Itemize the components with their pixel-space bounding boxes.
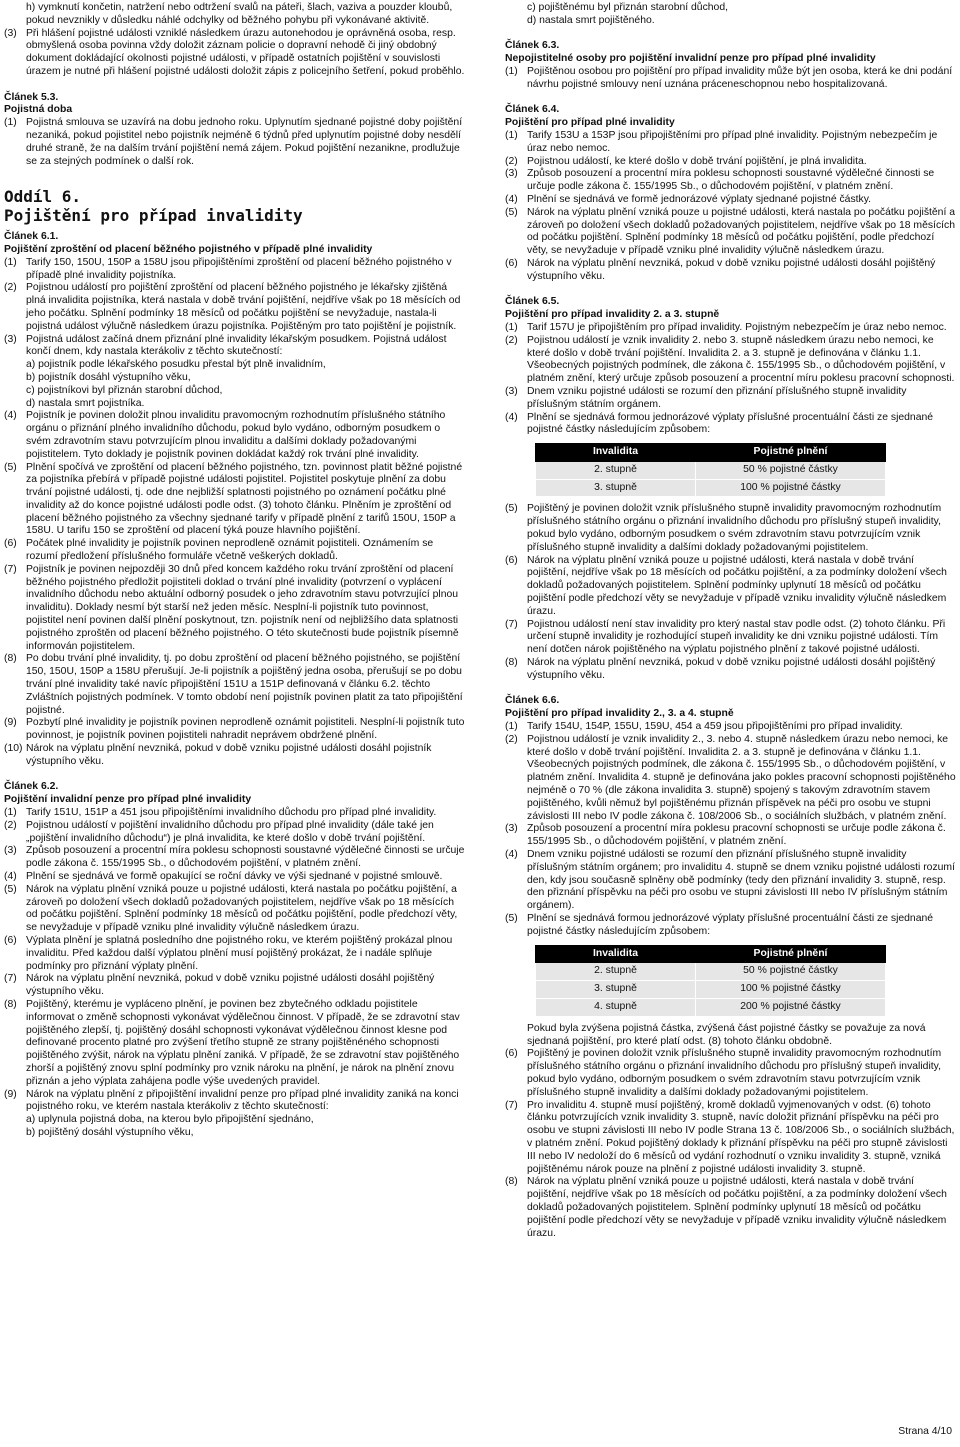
- numbered-paragraph: [505, 207, 957, 258]
- table-cell: 3. stupně: [536, 981, 696, 999]
- paragraph-text: Pojistnou událostí v pojištění invalidního důchodu pro případ plné invalidity (dále také jen „pojištění invalidního důchodu“) je plná invalidita, ke které došlo v době trvání pojištění.: [26, 819, 434, 844]
- paragraph-text: Plnění se sjednává ve formě opakující se roční dávky ve výši sjednané v pojistné smlouvě.: [26, 871, 443, 882]
- paragraph-text: Nárok na výplatu plnění vzniká pouze u pojistné události, která nastala po počátku pojištění, a zároveň po doložení všech dokladů požadovaných pojistitelem, nejdříve však po 18 měsících od počátku pojištění. Splnění podmínky 18 měsíců od počátku pojištění, podle předchozí věty, se nevyžaduje v případě vzniku plné invalidity výlučně následkem úrazu.: [26, 883, 458, 934]
- paragraph-text: Pojistnou událostí je vznik invalidity 2., 3. nebo 4. stupně následkem úrazu nebo nemoci, ke které došlo v době trvání pojištění. Invalidita 2. a 3. stupně je definována v článku 1.1. Všeobecných pojistných podmínek, dle zákona č. 155/1995 Sb., o důchodovém pojištění, v platném znění. Invalidita 4. stupně je definována jako pokles pracovní schopnosti pojištěného nejméně o 70 % (dle zákona invalidita 3. stupně) spojený s takovým zdravotním stavem pojištěného, kvůli němuž byl pojištěnému přiznán příspěvek na péči pro osobu ve stupni závislosti III nebo IV podle zákona č. 108/2006 Sb., o sociálních službách, v platném znění.: [527, 733, 956, 822]
- article-6-2-number: Článek 6.2.: [4, 781, 59, 793]
- paragraph-number: (7): [505, 618, 518, 630]
- article-5-3-number: Článek 5.3.: [4, 91, 59, 103]
- article-6-2-title: Pojištění invalidní penze pro případ plné invalidity: [4, 794, 252, 806]
- numbered-paragraph: [505, 156, 957, 169]
- paragraph-text: Pojistnou událostí, ke které došlo v době trvání pojištění, je plná invalidita.: [527, 155, 867, 167]
- table-row: [536, 981, 886, 999]
- numbered-paragraph: [505, 1100, 957, 1177]
- paragraph-number: (8): [505, 1176, 518, 1188]
- right-column: [505, 2, 957, 1240]
- paragraph-text: Nárok na výplatu plnění nevzniká, pokud v době vzniku pojistné události dosáhl pojištěný výstupního věku.: [527, 657, 936, 681]
- table-cell: 100 % pojistné částky: [696, 981, 886, 999]
- article-6-3-number: Článek 6.3.: [505, 40, 560, 52]
- invalidity-table-6-6: [535, 945, 886, 1017]
- paragraph-number: (2): [505, 334, 518, 346]
- paragraph-number: (4): [505, 849, 518, 860]
- paragraph-text: Pojistník je povinen nejpozději 30 dnů před koncem každého roku trvání zproštění od placení běžného pojistného předložit pojistiteli doklad o trvání plné invalidity (potvrzení o vyplácení invalidního důchodu nebo aktuální odborný posudek o jeho zdravotním stavu potvrzující plnou invaliditu). Doklady nesmí být starší než jeden měsíc. Nesplní-li pojistník tuto povinnost, pojistitel není povinen další plnění poskytnout, tzn. pojistník není od nejbližšího data splatnosti pojistného zproštěn od placení běžného pojistného. O této skutečnosti bude pojistník písemně informován pojistitelem.: [26, 563, 459, 652]
- paragraph-text: Nárok na výplatu plnění z připojištění invalidní penze pro případ plné invalidity zaniká na konci pojistného roku, ve kterém nastala kterákoliv z těchto skutečností:: [26, 1088, 459, 1113]
- para-1: (1) Pojistná smlouva se uzavírá na dobu jednoho roku. Uplynutím sjednané pojistné doby pojištění nezaniká, pokud pojistitel nebo pojistník nejméně 6 týdnů před uplynutím pojistné doby nesdělí druhé straně, že na dalším trvání pojištění nemá zájem. Pokud pojištění nezanikne, prodlužuje se za stejných podmínek o další rok.: [4, 117, 463, 167]
- numbered-paragraph: [505, 1176, 957, 1240]
- para-3: (3) Při hlášení pojistné události vzniklé následkem úrazu autonehodou je oprávněná osoba, resp. obmyšlená osoba povinna vždy doložit záznam policie o dopravní nehodě či jiný obdobný dokument dokládající okolnosti pojistné události, v případě ostatních pojištění v souvislosti úrazem je nutné při hlášení pojistné události doložit zápis z policejního šetření, pokud proběhlo.: [4, 27, 465, 77]
- list-item: b) pojistník dosáhl výstupního věku,: [26, 371, 191, 383]
- numbered-paragraph: [4, 1089, 466, 1115]
- paragraph-text: Pozbytí plné invalidity je pojistník povinen neprodleně oznámit pojistiteli. Nesplní-li pojistník tuto povinnost, je pojistník povinen pojistiteli nahradit neprávem obdržené plnění.: [26, 717, 465, 742]
- paragraph-number: (3): [4, 333, 17, 345]
- table-header: Pojistné plnění: [696, 945, 886, 963]
- article-5-3-title: Pojistná doba: [4, 104, 73, 116]
- numbered-paragraph: [505, 322, 957, 335]
- page-number: Strana 4/10: [898, 1426, 952, 1438]
- paragraph-text: Dnem vzniku pojistné události se rozumí den přiznání příslušného stupně invalidity příslušným státním orgánem; pro invaliditu 4. stupně se dnem vzniku pojistné události rozumí den, kdy jsou současně splněny obě podmínky (tedy den přiznání invalidity 3. stupně, resp. den přiznání příspěvku na péči pro osobu ve stupni závislosti III nebo IV příslušným státním orgánem).: [527, 849, 955, 912]
- paragraph-number: (4): [505, 193, 518, 205]
- item-h: h) vymknutí končetin, natržení nebo odtržení svalů na páteři, šlach, vaziva a pouzder kloubů, pokud nevznikly v důsledku náhlé odchylky od běžného pohybu při vykonávané aktivitě.: [26, 2, 453, 26]
- paragraph-number: (6): [4, 538, 17, 550]
- paragraph-text: Tarify 151U, 151P a 451 jsou připojištěními invalidního důchodu pro případ plné invalidity.: [26, 807, 437, 819]
- numbered-paragraph: [4, 820, 466, 846]
- list-item: a) uplynula pojistná doba, na kterou bylo připojištění sjednáno,: [26, 1114, 314, 1126]
- paragraph-text: Pojištěný je povinen doložit vznik příslušného stupně invalidity pravomocným rozhodnutím příslušného státního orgánu o přiznání invalidního důchodu pro příslušný stupeň invalidity, pokud bylo vydáno, odborným posudkem o svém zdravotním stavu potvrzujícím vznik příslušného stupně invalidity a dalšími doklady požadovanými pojistitelem.: [527, 1048, 942, 1098]
- list-item: b) pojištěný dosáhl výstupního věku,: [26, 1126, 194, 1138]
- paragraph-text: Výplata plnění je splatná posledního dne pojistného roku, ve kterém pojištěný prokázal plnou invaliditu. Před každou další výplatou plnění musí pojištěný prokázat, že i nadále splňuje podmínky pro přiznání výplaty plnění.: [26, 934, 453, 972]
- paragraph-number: (8): [4, 653, 17, 665]
- table-header: Invalidita: [536, 945, 696, 963]
- table-cell: 4. stupně: [536, 998, 696, 1016]
- numbered-paragraph: [4, 282, 466, 333]
- table-header: Pojistné plnění: [696, 444, 886, 462]
- article-6-1-title: Pojištění zproštění od placení běžného pojistného v případě plné invalidity: [4, 243, 373, 255]
- table-cell: 2. stupně: [536, 461, 696, 479]
- paragraph-text: Dnem vzniku pojistné události se rozumí den přiznání příslušného stupně invalidity příslušným státním orgánem.: [527, 385, 907, 410]
- numbered-paragraph: [505, 619, 957, 657]
- paragraph-text: Způsob posouzení a procentní míra poklesu schopnosti soustavné výdělečné činnosti se určuje podle zákona č. 155/1995 Sb., o důchodovém pojištění, v platném znění.: [527, 168, 935, 193]
- paragraph-text: Pojištěný je povinen doložit vznik příslušného stupně invalidity pravomocným rozhodnutím příslušného státního orgánu o přiznání invalidního důchodu pro příslušný stupeň invalidity, pokud bylo vydáno, odborným posudkem o svém zdravotním stavu potvrzujícím vznik příslušného stupně invalidity a dalšími doklady požadovanými pojistitelem.: [527, 503, 942, 553]
- paragraph-text: Pojistnou událostí pro pojištění zproštění od placení běžného pojistného je lékařsky zjištěná plná invalidita pojistníka, která nastala v době trvání pojištění, nejdříve však po 18 měsících od jeho počátku. Splnění podmínky 18 měsíců od počátku pojištění se nevyžaduje, nastala-li pojistná událost výlučně následkem úrazu pojistníka. Pojištěným pro tato pojištění je pojistník.: [26, 282, 461, 332]
- paragraph-number: (5): [4, 461, 17, 473]
- paragraph-number: (6): [505, 554, 518, 566]
- numbered-paragraph: [505, 734, 957, 824]
- article-6-1-number: Článek 6.1.: [4, 231, 59, 243]
- paragraph-number: (5): [505, 912, 518, 924]
- paragraph-number: (7): [4, 563, 17, 575]
- paragraph-text: Nárok na výplatu plnění vzniká pouze u pojistné události, která nastala v době trvání pojištění, nejdříve však po 18 měsících od počátku pojištění, a za podmínky doložení všech dokladů požadovaných pojistitelem. Splnění podmínky uplynutí 18 měsíců od počátku pojištění podle předchozí věty se nevyžaduje v případě vzniku invalidity výlučně následkem úrazu.: [527, 1176, 947, 1239]
- numbered-paragraph: [4, 538, 466, 564]
- numbered-paragraph: [4, 935, 466, 973]
- article-6-4-number: Článek 6.4.: [505, 104, 560, 116]
- section-6-title: Pojištění pro případ invalidity: [4, 206, 303, 226]
- paragraph-number: (1): [505, 129, 518, 141]
- article-6-4-title: Pojištění pro případ plné invalidity: [505, 117, 675, 129]
- numbered-paragraph: [505, 386, 957, 412]
- paragraph-text: Tarify 154U, 154P, 155U, 159U, 454 a 459 jsou připojištěními pro případ invalidity.: [527, 721, 903, 733]
- paragraph-number: (4): [505, 411, 518, 423]
- paragraph-text: Nárok na výplatu plnění vzniká pouze u pojistné události, která nastala po počátku pojištění a zároveň po doložení všech dokladů požadovaných pojistitelem, nejdříve však po 18 měsících od počátku pojištění. Splnění podmínky 18 měsíců od počátku pojištění, podle předchozí věty, se nevyžaduje v případě vzniku plné invalidity výlučně následkem úrazu.: [527, 206, 956, 257]
- paragraph-text: Způsob posouzení a procentní míra poklesu schopnosti soustavné výdělečné činnosti se určuje podle zákona č. 155/1995 Sb., o důchodovém pojištění, v platném znění.: [26, 845, 465, 870]
- list-item: d) nastala smrt pojistníka.: [26, 397, 145, 409]
- numbered-paragraph: [505, 849, 957, 913]
- paragraph-text: Plnění se sjednává ve formě jednorázové výplaty sjednané pojistné částky.: [527, 193, 872, 205]
- table-cell: 3. stupně: [536, 479, 696, 497]
- numbered-paragraph: [505, 194, 957, 207]
- paragraph-number: (7): [505, 1099, 518, 1111]
- article-6-3-title: Nepojistitelné osoby pro pojištění invalidní penze pro případ plné invalidity: [505, 53, 876, 65]
- paragraph-text: Po dobu trvání plné invalidity, tj. po dobu zproštění od placení běžného pojistného, se pojištění 150, 150U, 150P a 158U přerušují. Je-li pojistník a pojištěný jedna osoba, přerušují se po dobu trvání plné invalidity také navíc připojištění 151U a 151P definovaná v článku 6.2. těchto Zvláštních pojistných podmínek. V tomto období není pojistník povinen platit za tato připojištění pojistné.: [26, 653, 463, 716]
- numbered-paragraph: [505, 1048, 957, 1099]
- numbered-paragraph: [4, 743, 466, 769]
- table-cell: 2. stupně: [536, 963, 696, 981]
- numbered-paragraph: [4, 410, 466, 461]
- paragraph-number: (3): [4, 845, 17, 857]
- article-6-6-number: Článek 6.6.: [505, 695, 560, 707]
- list-item: c) pojištěnému byl přiznán starobní důchod,: [527, 2, 728, 13]
- list-item: a) pojistník podle lékařského posudku přestal být plně invalidním,: [26, 359, 326, 371]
- numbered-paragraph: [4, 653, 466, 717]
- para-1: (1) Pojištěnou osobou pro pojištění pro případ invalidity může být jen osoba, která ke dni podání návrhu pojistné smlouvy není uznána práceneschopnou nebo hospitalizovaná.: [505, 65, 953, 90]
- paragraph-text: Pro invaliditu 4. stupně musí pojištěný, kromě dokladů vyjmenovaných v odst. (6) tohoto článku potvrzujících vznik invalidity 3. stupně, navíc doložit přiznání příspěvku na péči pro osobu ve stupni závislosti III nebo IV podle Strana 13 č. 108/2006 Sb., o sociálních službách, v platném znění. Pokud pojištěný doklady k přiznání příspěvku na péči pro stupně závislosti III nebo IV nedoloží do 6 měsíců od vydání rozhodnutí o vzniku invalidity 3. stupně, vzniká pojištěnému nárok pouze na plnění z pojistné události invalidity 3. stupně.: [527, 1099, 955, 1175]
- list-item: c) pojistníkovi byl přiznán starobní důchod,: [26, 384, 223, 396]
- paragraph-text: Počátek plné invalidity je pojistník povinen neprodleně oznámit pojistiteli. Oznámením se rozumí předložení příslušného formuláře včetně veškerých dokladů.: [26, 538, 434, 563]
- numbered-paragraph: [4, 807, 466, 820]
- paragraph-number: (9): [4, 1088, 17, 1100]
- article-6-6-title: Pojištění pro případ invalidity 2., 3. a 4. stupně: [505, 708, 734, 720]
- paragraph-number: (8): [505, 657, 518, 669]
- note-paragraph: Pokud byla zvýšena pojistná částka, zvýšená část pojistné částky se považuje za nová sjednaná pojištění, pro které platí odst. (8) tohoto článku obdobně.: [527, 1022, 926, 1047]
- paragraph-number: (3): [505, 823, 518, 835]
- table-cell: 200 % pojistné částky: [696, 998, 886, 1016]
- paragraph-text: Pojistnou událostí je vznik invalidity 2. nebo 3. stupně následkem úrazu nebo nemoci, ke které došlo v době trvání pojištění. Invalidita 2. a 3. stupně je definována v článku 1.1. Všeobecných pojistných podmínek, dle zákona č. 155/1995 Sb., o důchodovém pojištění, v platném znění, který určuje způsob posouzení a procentní míru poklesu pracovní schopnosti.: [527, 334, 955, 385]
- paragraph-number: (1): [505, 721, 518, 733]
- paragraph-text: Nárok na výplatu plnění vzniká pouze u pojistné události, která nastala v době trvání pojištění, nejdříve však po 18 měsících od počátku pojištění, a za podmínky doložení všech dokladů požadovaných pojistitelem. Splnění podmínky uplynutí 18 měsíců od počátku pojištění podle předchozí věty se nevyžaduje v případě vzniku invalidity výlučně následkem úrazu.: [527, 554, 947, 617]
- list-item: d) nastala smrt pojištěného.: [527, 14, 655, 26]
- numbered-paragraph: [505, 168, 957, 194]
- paragraph-number: (3): [505, 168, 518, 180]
- table-cell: 50 % pojistné částky: [696, 461, 886, 479]
- numbered-paragraph: [505, 555, 957, 619]
- paragraph-text: Nárok na výplatu plnění nevzniká, pokud v době vzniku pojistné události dosáhl pojištěný výstupního věku.: [527, 257, 936, 282]
- paragraph-text: Plnění se sjednává formou jednorázové výplaty příslušné procentuální části ze sjednané pojistné částky následujícím způsobem:: [527, 912, 934, 937]
- paragraph-number: (4): [4, 871, 17, 882]
- table-row: [536, 998, 886, 1016]
- paragraph-text: Plnění spočívá ve zproštění od placení běžného pojistného, tzn. povinnost platit běžné pojistné za pojistníka přebírá v případě pojistné události pojistitel. Pojistitel poskytuje plnění za dobu trvání pojistné události, tj. ode dne nejbližší splatnosti pojistného po oznámení počátku plné invalidity až do konce pojistné události podle odst. (3) tohoto článku. Plněním je zproštění od placení běžného pojistného za všechny sjednané tarify v případě plnění z tarifů 150U, 150P a 158U. U tarifu 150 se zproštění od placení týká pouze hlavního pojištění.: [26, 461, 463, 537]
- table-header: Invalidita: [536, 444, 696, 462]
- numbered-paragraph: [4, 884, 466, 935]
- numbered-paragraph: [4, 717, 466, 743]
- paragraph-number: (6): [505, 1048, 518, 1060]
- numbered-paragraph: [505, 258, 957, 284]
- numbered-paragraph: [505, 913, 957, 939]
- numbered-paragraph: [4, 973, 466, 999]
- paragraph-text: Tarify 153U a 153P jsou připojištěními pro případ plné invalidity. Pojistným nebezpečím je úraz nebo nemoc.: [527, 129, 938, 154]
- numbered-paragraph: [505, 721, 957, 734]
- numbered-paragraph: [505, 823, 957, 849]
- paragraph-number: (1): [4, 807, 17, 819]
- article-6-5-title: Pojištění pro případ invalidity 2. a 3. stupně: [505, 309, 720, 321]
- paragraph-number: (2): [4, 282, 17, 294]
- paragraph-number: (5): [505, 206, 518, 218]
- paragraph-text: Plnění se sjednává formou jednorázové výplaty příslušné procentuální části ze sjednané pojistné částky následujícím způsobem:: [527, 411, 934, 436]
- paragraph-number: (2): [505, 733, 518, 745]
- numbered-paragraph: [4, 334, 466, 360]
- left-column: [4, 2, 466, 1140]
- numbered-paragraph: [4, 257, 466, 283]
- paragraph-number: (6): [505, 257, 518, 269]
- paragraph-number: (2): [505, 155, 518, 167]
- paragraph-text: Tarify 150, 150U, 150P a 158U jsou připojištěními zproštění od placení běžného pojistného v případě plné invalidity pojistníka.: [26, 256, 452, 281]
- article-6-5-number: Článek 6.5.: [505, 296, 560, 308]
- paragraph-text: Způsob posouzení a procentní míra poklesu pracovní schopnosti se určuje podle zákona č. 155/1995 Sb., o důchodovém pojištění, v platném znění.: [527, 823, 946, 848]
- paragraph-number: (10): [4, 743, 23, 755]
- numbered-paragraph: [505, 412, 957, 438]
- paragraph-number: (5): [505, 503, 518, 515]
- numbered-paragraph: [505, 503, 957, 554]
- paragraph-number: (2): [4, 819, 17, 831]
- paragraph-text: Nárok na výplatu plnění nevzniká, pokud v době vzniku pojistné události dosáhl pojistník výstupního věku.: [26, 743, 432, 767]
- paragraph-text: Pojistná událost začíná dnem přiznání plné invalidity lékařským posudkem. Pojistná událost končí dnem, kdy nastala kterákoliv z těchto skutečností:: [26, 333, 447, 358]
- numbered-paragraph: [505, 130, 957, 156]
- paragraph-number: (9): [4, 717, 17, 729]
- numbered-paragraph: [4, 871, 466, 884]
- paragraph-text: Nárok na výplatu plnění nevzniká, pokud v době vzniku pojistné události dosáhl pojištěný výstupního věku.: [26, 973, 435, 998]
- numbered-paragraph: [4, 462, 466, 539]
- table-cell: 50 % pojistné částky: [696, 963, 886, 981]
- paragraph-number: (5): [4, 883, 17, 895]
- paragraph-text: Pojistník je povinen doložit plnou invaliditu pravomocným rozhodnutím příslušného státního orgánu o přiznání plného invalidního důchodu, pokud bylo vydáno, odborným posudkem o svém zdravotním stavu potvrzujícím plnou invaliditu a dalšími doklady požadovanými pojistitelem. Tyto doklady je pojistník povinen dokládat každý rok trvání plné invalidity.: [26, 410, 446, 460]
- paragraph-text: Pojistnou událostí není stav invalidity pro který nastal stav podle odst. (2) tohoto článku. Při určení stupně invalidity je rozhodující stupeň invalidity ke dni vzniku pojistné události. Tím není dotčen nárok pojištěného na výplatu pojistného plnění z takové pojistné události.: [527, 618, 946, 656]
- paragraph-number: (7): [4, 973, 17, 985]
- paragraph-number: (6): [4, 934, 17, 946]
- paragraph-number: (4): [4, 410, 17, 422]
- invalidity-table-6-5: [535, 443, 886, 497]
- section-6-number: Oddíl 6.: [4, 187, 82, 207]
- paragraph-number: (1): [505, 321, 518, 333]
- paragraph-text: Tarif 157U je připojištěním pro případ invalidity. Pojistným nebezpečím je úraz nebo nemoc.: [527, 321, 947, 333]
- numbered-paragraph: [4, 845, 466, 871]
- numbered-paragraph: [4, 999, 466, 1089]
- paragraph-number: (1): [4, 256, 17, 268]
- numbered-paragraph: [4, 564, 466, 654]
- table-row: [536, 461, 886, 479]
- numbered-paragraph: [505, 335, 957, 386]
- paragraph-number: (8): [4, 998, 17, 1010]
- paragraph-number: (3): [505, 385, 518, 397]
- table-row: [536, 479, 886, 497]
- numbered-paragraph: [505, 657, 957, 683]
- paragraph-text: Pojištěný, kterému je vypláceno plnění, je povinen bez zbytečného odkladu pojistitele informovat o změně schopnosti vykonávat výdělečnou činnost. V případě, že se zdravotní stav pojištěného zlepší, tj. pojištěný dosáhl schopnosti vykonávat výdělečnou činnost klesne pod definované procento platné pro zvýšení třetího stupně ze strany pojištěnéného schopnosti pojištěného zvýšit, nárok na výplatu plnění zaniká. V případě, že se zdravotní stav pojištěného zhorší a pojištěný znovu splní podmínky pro vznik nároku na plnění, je nárok na plnění znovu přiznán a jeho výplata zahájena podle výše uvedených pravidel.: [26, 998, 460, 1087]
- table-cell: 100 % pojistné částky: [696, 479, 886, 497]
- table-row: [536, 963, 886, 981]
